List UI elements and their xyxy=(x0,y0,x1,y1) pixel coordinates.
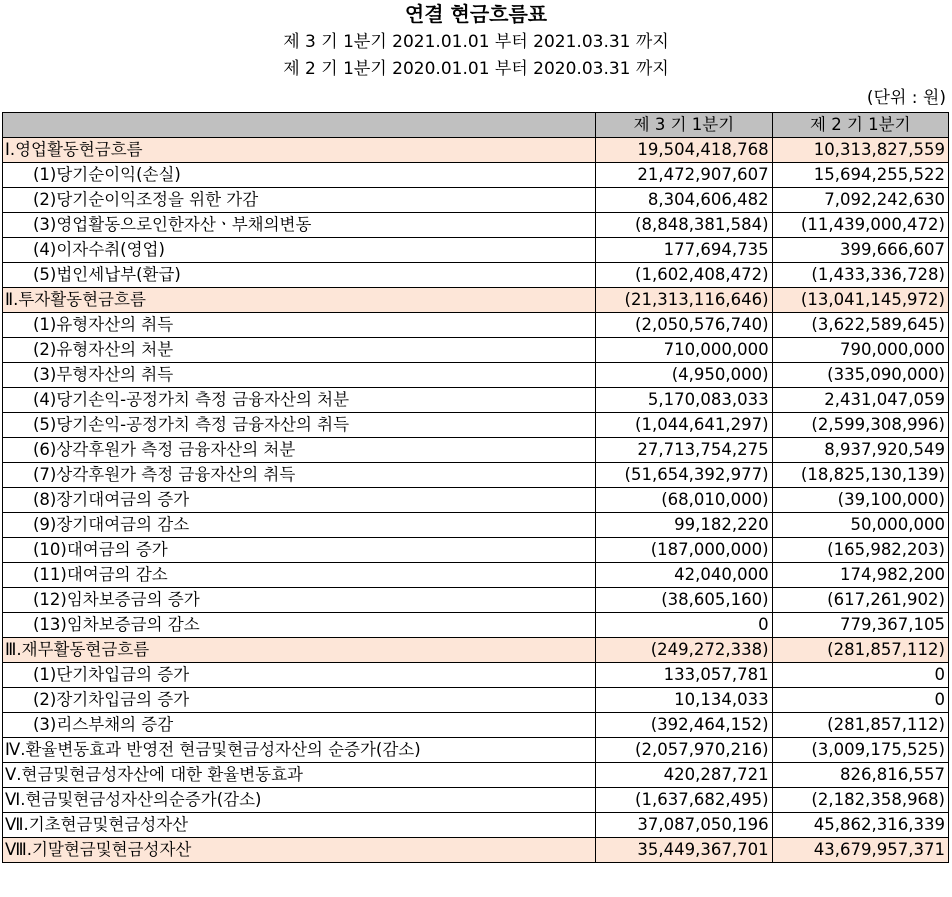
row-label: Ⅴ.현금및현금성자산에 대한 환율변동효과 xyxy=(3,763,596,788)
row-prior-value: (281,857,112) xyxy=(772,638,948,663)
table-row xyxy=(3,238,949,263)
row-prior-value: (335,090,000) xyxy=(772,363,948,388)
row-current-value: (8,848,381,584) xyxy=(596,213,772,238)
unit-label: (단위 : 원) xyxy=(866,88,946,108)
row-label: (3)리스부채의 증감 xyxy=(3,713,596,738)
table-row xyxy=(3,488,949,513)
row-label: (2)당기순이익조정을 위한 가감 xyxy=(3,188,596,213)
row-prior-value: 43,679,957,371 xyxy=(772,838,948,863)
row-label: (2)유형자산의 처분 xyxy=(3,338,596,363)
row-label: (5)법인세납부(환급) xyxy=(3,263,596,288)
table-row xyxy=(3,538,949,563)
row-current-value: 10,134,033 xyxy=(596,688,772,713)
row-label: (5)당기손익-공정가치 측정 금융자산의 취득 xyxy=(3,413,596,438)
table-row xyxy=(3,838,949,863)
row-current-value: 5,170,083,033 xyxy=(596,388,772,413)
row-prior-value: 826,816,557 xyxy=(772,763,948,788)
period-prior: 제 2 기 1분기 2020.01.01 부터 2020.03.31 까지 xyxy=(283,59,669,79)
table-row xyxy=(3,388,949,413)
row-prior-value: 8,937,920,549 xyxy=(772,438,948,463)
table-row xyxy=(3,313,949,338)
table-row xyxy=(3,363,949,388)
row-current-value: 8,304,606,482 xyxy=(596,188,772,213)
row-prior-value: (1,433,336,728) xyxy=(772,263,948,288)
row-current-value: 0 xyxy=(596,613,772,638)
row-label: (1)단기차입금의 증가 xyxy=(3,663,596,688)
row-prior-value: (281,857,112) xyxy=(772,713,948,738)
row-label: Ⅰ.영업활동현금흐름 xyxy=(3,138,596,163)
table-row xyxy=(3,713,949,738)
row-current-value: (4,950,000) xyxy=(596,363,772,388)
table-row xyxy=(3,613,949,638)
row-prior-value: 7,092,242,630 xyxy=(772,188,948,213)
table-row xyxy=(3,638,949,663)
row-current-value: (2,057,970,216) xyxy=(596,738,772,763)
row-label: (4)당기손익-공정가치 측정 금융자산의 처분 xyxy=(3,388,596,413)
row-current-value: 35,449,367,701 xyxy=(596,838,772,863)
row-current-value: (187,000,000) xyxy=(596,538,772,563)
header-prior: 제 2 기 1분기 xyxy=(772,113,948,138)
row-label: (12)임차보증금의 증가 xyxy=(3,588,596,613)
row-current-value: (38,605,160) xyxy=(596,588,772,613)
table-row xyxy=(3,288,949,313)
header-current: 제 3 기 1분기 xyxy=(596,113,772,138)
period-current: 제 3 기 1분기 2021.01.01 부터 2021.03.31 까지 xyxy=(283,32,669,52)
table-row xyxy=(3,463,949,488)
table-row xyxy=(3,188,949,213)
cash-flow-table xyxy=(2,112,949,863)
row-label: (6)상각후원가 측정 금융자산의 처분 xyxy=(3,438,596,463)
table-row xyxy=(3,738,949,763)
row-label: (10)대여금의 증가 xyxy=(3,538,596,563)
row-label: (1)유형자산의 취득 xyxy=(3,313,596,338)
row-current-value: (1,637,682,495) xyxy=(596,788,772,813)
row-prior-value: (18,825,130,139) xyxy=(772,463,948,488)
row-current-value: 27,713,754,275 xyxy=(596,438,772,463)
row-current-value: (392,464,152) xyxy=(596,713,772,738)
statement-title: 연결 현금흐름표 xyxy=(404,2,548,26)
row-label: (2)장기차입금의 증가 xyxy=(3,688,596,713)
table-row xyxy=(3,788,949,813)
row-current-value: 19,504,418,768 xyxy=(596,138,772,163)
row-prior-value: 2,431,047,059 xyxy=(772,388,948,413)
row-prior-value: 10,313,827,559 xyxy=(772,138,948,163)
row-prior-value: 0 xyxy=(772,688,948,713)
row-current-value: 177,694,735 xyxy=(596,238,772,263)
table-header-row xyxy=(3,113,949,138)
row-current-value: (51,654,392,977) xyxy=(596,463,772,488)
header-label xyxy=(3,113,596,138)
row-prior-value: (13,041,145,972) xyxy=(772,288,948,313)
row-prior-value: 790,000,000 xyxy=(772,338,948,363)
row-label: (4)이자수취(영업) xyxy=(3,238,596,263)
row-prior-value: (2,599,308,996) xyxy=(772,413,948,438)
row-prior-value: (617,261,902) xyxy=(772,588,948,613)
table-row xyxy=(3,413,949,438)
row-prior-value: (39,100,000) xyxy=(772,488,948,513)
row-current-value: 99,182,220 xyxy=(596,513,772,538)
row-label: Ⅱ.투자활동현금흐름 xyxy=(3,288,596,313)
row-prior-value: 174,982,200 xyxy=(772,563,948,588)
table-row xyxy=(3,263,949,288)
row-current-value: (1,044,641,297) xyxy=(596,413,772,438)
row-label: Ⅷ.기말현금및현금성자산 xyxy=(3,838,596,863)
row-current-value: (2,050,576,740) xyxy=(596,313,772,338)
row-prior-value: 50,000,000 xyxy=(772,513,948,538)
table-row xyxy=(3,688,949,713)
row-current-value: (1,602,408,472) xyxy=(596,263,772,288)
row-current-value: 42,040,000 xyxy=(596,563,772,588)
row-label: (9)장기대여금의 감소 xyxy=(3,513,596,538)
row-current-value: 21,472,907,607 xyxy=(596,163,772,188)
table-row xyxy=(3,563,949,588)
row-label: (7)상각후원가 측정 금융자산의 취득 xyxy=(3,463,596,488)
table-row xyxy=(3,588,949,613)
table-row xyxy=(3,438,949,463)
row-prior-value: 0 xyxy=(772,663,948,688)
row-current-value: (21,313,116,646) xyxy=(596,288,772,313)
row-label: (3)영업활동으로인한자산ㆍ부채의변동 xyxy=(3,213,596,238)
row-label: (3)무형자산의 취득 xyxy=(3,363,596,388)
table-row xyxy=(3,213,949,238)
row-current-value: 37,087,050,196 xyxy=(596,813,772,838)
row-current-value: 133,057,781 xyxy=(596,663,772,688)
row-current-value: 710,000,000 xyxy=(596,338,772,363)
row-prior-value: 779,367,105 xyxy=(772,613,948,638)
row-prior-value: (3,009,175,525) xyxy=(772,738,948,763)
table-row xyxy=(3,338,949,363)
row-label: (1)당기순이익(손실) xyxy=(3,163,596,188)
row-label: (13)임차보증금의 감소 xyxy=(3,613,596,638)
row-prior-value: 15,694,255,522 xyxy=(772,163,948,188)
table-row xyxy=(3,763,949,788)
table-row xyxy=(3,163,949,188)
row-current-value: (249,272,338) xyxy=(596,638,772,663)
row-prior-value: (11,439,000,472) xyxy=(772,213,948,238)
table-row xyxy=(3,138,949,163)
row-label: Ⅵ.현금및현금성자산의순증가(감소) xyxy=(3,788,596,813)
row-prior-value: 399,666,607 xyxy=(772,238,948,263)
row-prior-value: (165,982,203) xyxy=(772,538,948,563)
table-row xyxy=(3,663,949,688)
row-label: (8)장기대여금의 증가 xyxy=(3,488,596,513)
row-label: Ⅳ.환율변동효과 반영전 현금및현금성자산의 순증가(감소) xyxy=(3,738,596,763)
table-row xyxy=(3,813,949,838)
table-row xyxy=(3,513,949,538)
row-prior-value: 45,862,316,339 xyxy=(772,813,948,838)
row-prior-value: (2,182,358,968) xyxy=(772,788,948,813)
row-label: Ⅲ.재무활동현금흐름 xyxy=(3,638,596,663)
row-prior-value: (3,622,589,645) xyxy=(772,313,948,338)
row-label: Ⅶ.기초현금및현금성자산 xyxy=(3,813,596,838)
row-label: (11)대여금의 감소 xyxy=(3,563,596,588)
row-current-value: 420,287,721 xyxy=(596,763,772,788)
row-current-value: (68,010,000) xyxy=(596,488,772,513)
